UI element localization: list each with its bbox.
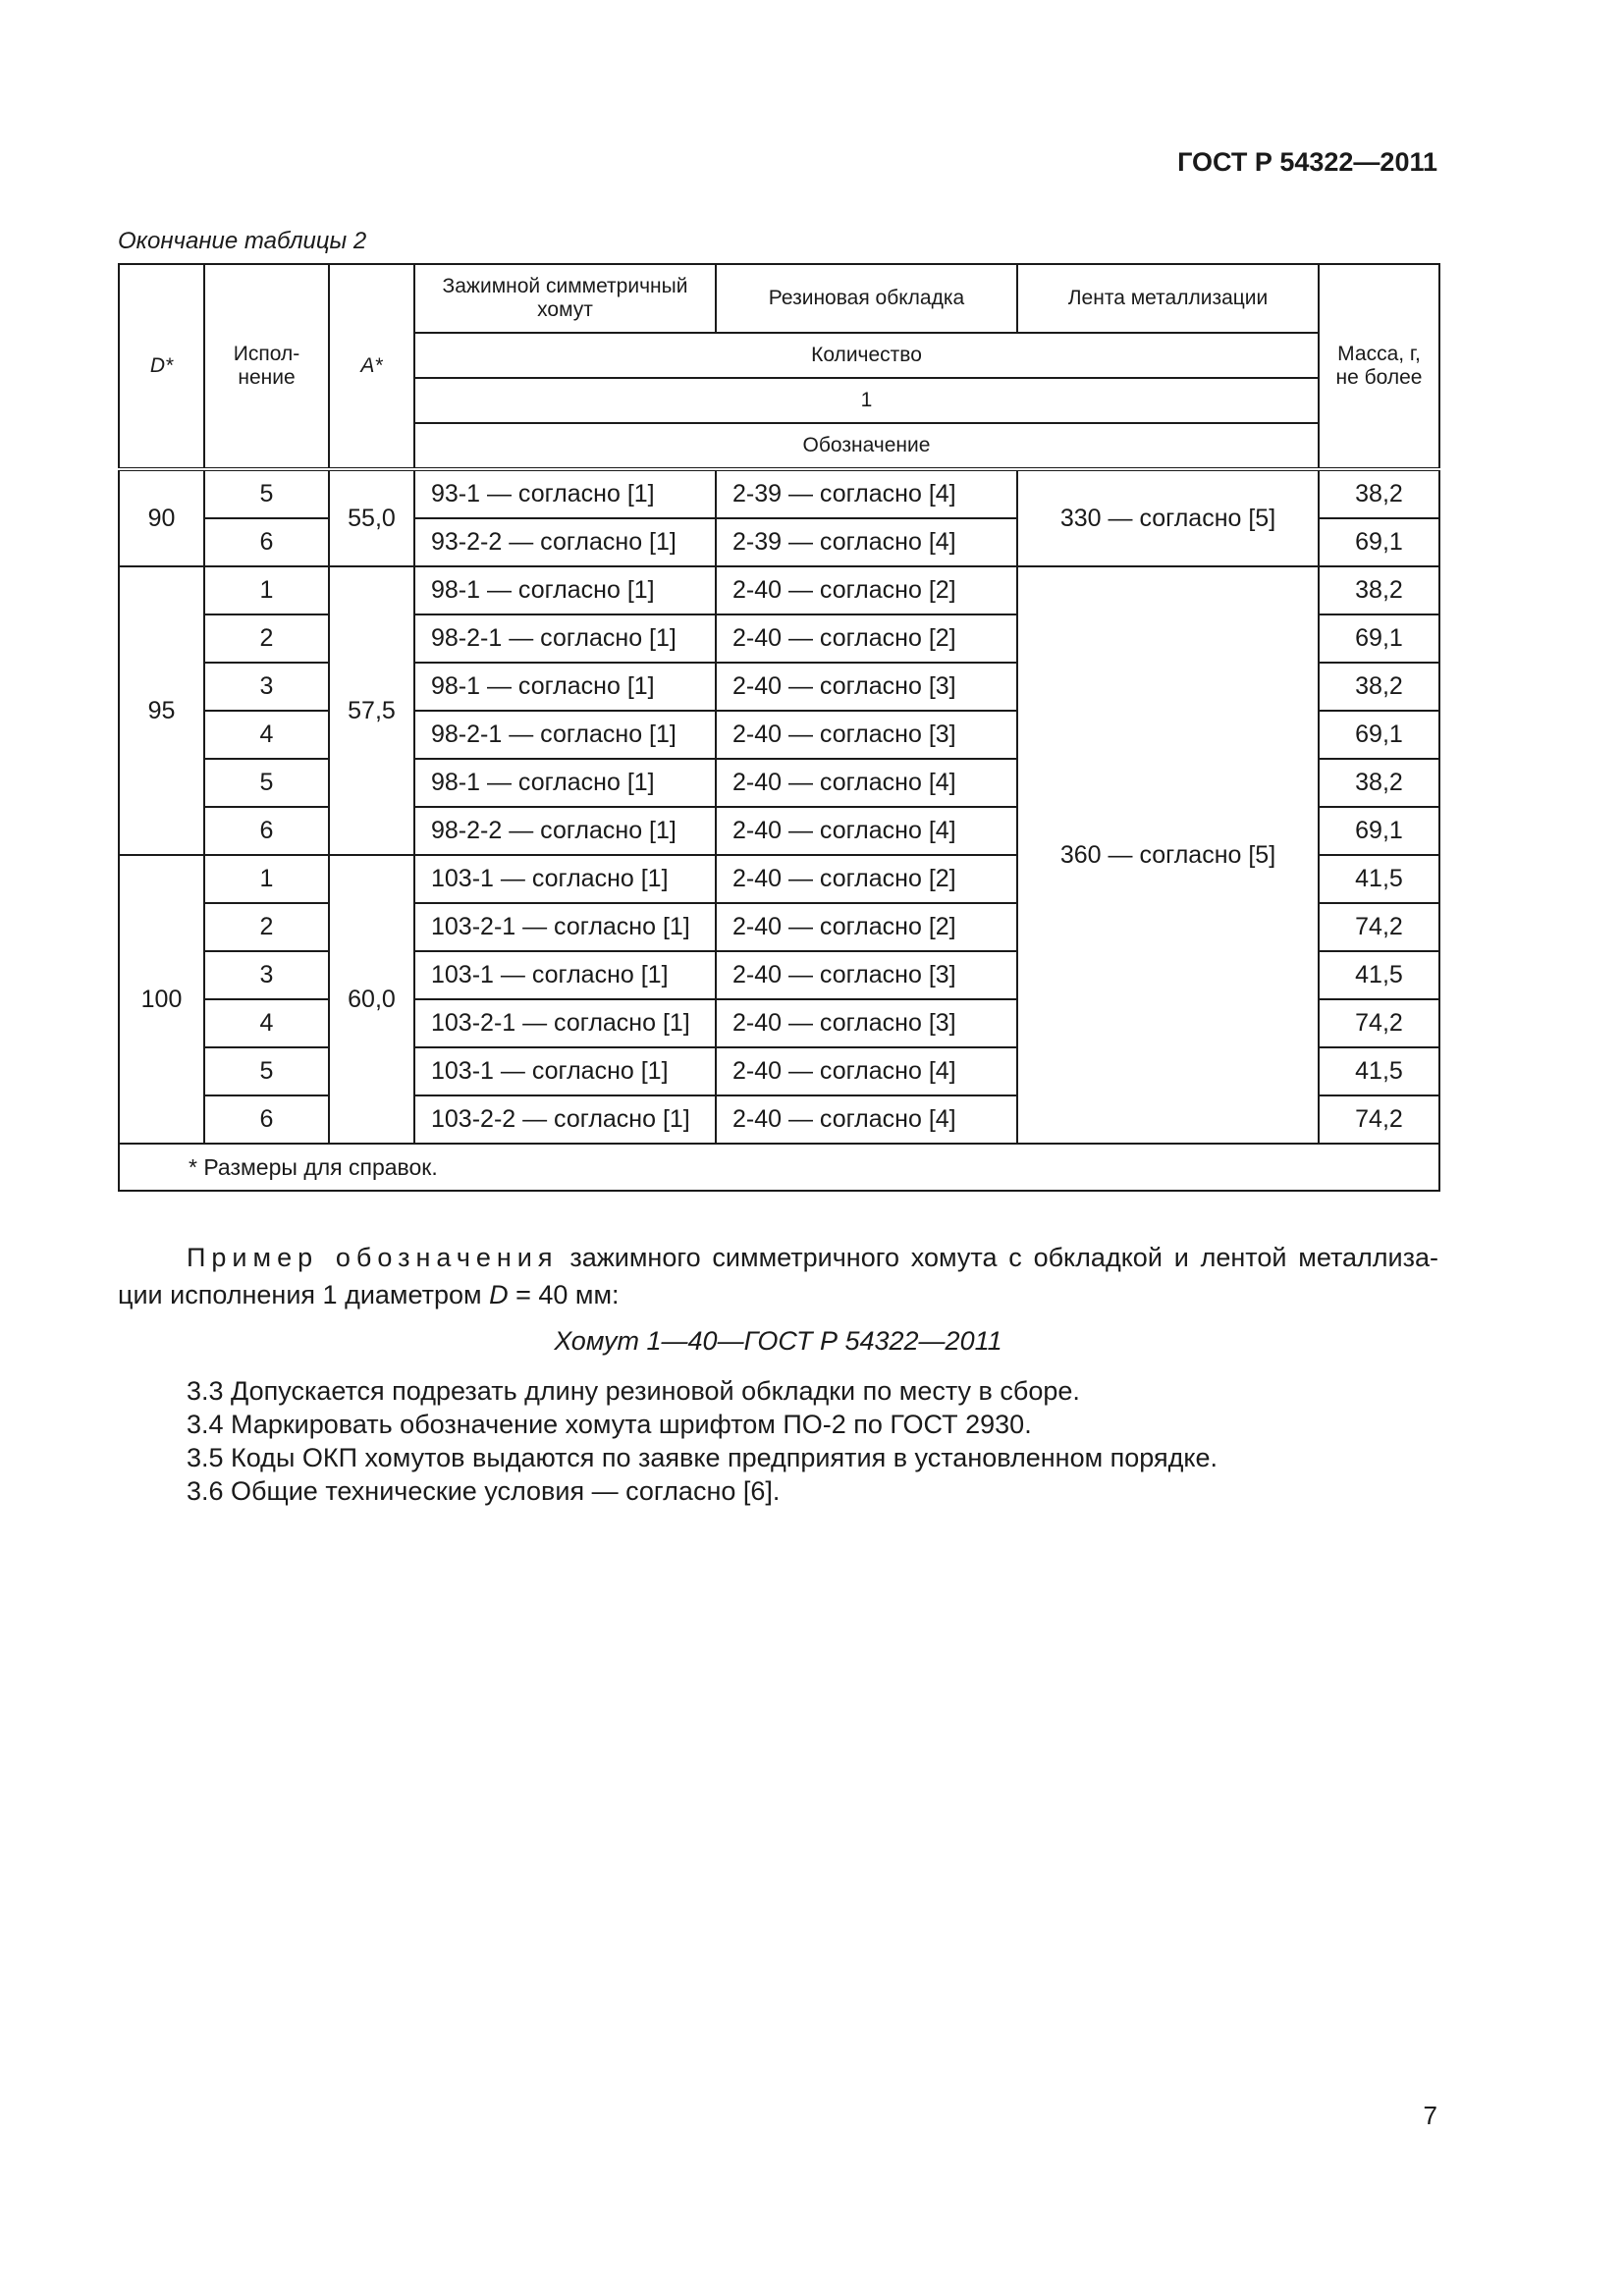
cell-mass: 38,2	[1319, 566, 1439, 614]
cell-lining: 2-40 — согласно [3]	[716, 711, 1017, 759]
cell-mass: 74,2	[1319, 1095, 1439, 1144]
cell-mass: 69,1	[1319, 711, 1439, 759]
cell-clamp: 103-2-1 — согласно [1]	[414, 903, 716, 951]
cell-lining: 2-40 — согласно [3]	[716, 663, 1017, 711]
cell-variant: 5	[204, 1047, 329, 1095]
cell-variant: 6	[204, 1095, 329, 1144]
cell-clamp: 98-1 — согласно [1]	[414, 663, 716, 711]
cell-lining: 2-39 — согласно [4]	[716, 518, 1017, 566]
header-clamp: Зажимной симметричный хомут	[414, 264, 716, 333]
table-row	[119, 469, 1439, 518]
cell-diameter: 100	[119, 855, 204, 1144]
cell-tape: 360 — согласно [5]	[1017, 566, 1319, 1144]
cell-mass: 41,5	[1319, 1047, 1439, 1095]
cell-mass: 69,1	[1319, 518, 1439, 566]
cell-mass: 41,5	[1319, 951, 1439, 999]
cell-clamp: 98-2-2 — согласно [1]	[414, 807, 716, 855]
cell-variant: 6	[204, 518, 329, 566]
header-row	[119, 264, 1439, 333]
cell-variant: 6	[204, 807, 329, 855]
cell-lining: 2-40 — согласно [3]	[716, 951, 1017, 999]
header-tape: Лента металлизации	[1017, 264, 1319, 333]
cell-variant: 1	[204, 855, 329, 903]
header-d: D*	[119, 264, 204, 469]
header-designation: Обозначение	[414, 423, 1319, 469]
cell-tape: 330 — согласно [5]	[1017, 469, 1319, 566]
cell-variant: 3	[204, 663, 329, 711]
cell-lining: 2-40 — согласно [2]	[716, 566, 1017, 614]
cell-clamp: 93-2-2 — согласно [1]	[414, 518, 716, 566]
cell-variant: 4	[204, 999, 329, 1047]
table-row	[119, 566, 1439, 614]
example-designation: Хомут 1—40—ГОСТ Р 54322—2011	[554, 1326, 1002, 1356]
clause-item: 3.5 Коды ОКП хомутов выдаются по заявке предприятия в установленном порядке.	[187, 1443, 1218, 1472]
example-paragraph	[118, 1239, 1438, 1313]
header-lining: Резиновая обкладка	[716, 264, 1017, 333]
clause-item: 3.3 Допускается подрезать длину резиновой обкладки по месту в сборе.	[187, 1376, 1080, 1406]
footnote-row	[119, 1144, 1439, 1191]
cell-lining: 2-40 — согласно [4]	[716, 759, 1017, 807]
cell-a: 60,0	[329, 855, 414, 1144]
cell-variant: 5	[204, 759, 329, 807]
cell-lining: 2-40 — согласно [3]	[716, 999, 1017, 1047]
clauses-list	[118, 1374, 1438, 1508]
header-a: A*	[329, 264, 414, 469]
cell-variant: 5	[204, 469, 329, 518]
table-footnote: * Размеры для справок.	[119, 1144, 1439, 1191]
cell-mass: 41,5	[1319, 855, 1439, 903]
clause-item: 3.6 Общие технические условия — согласно [6].	[187, 1476, 781, 1506]
document-code: ГОСТ Р 54322—2011	[1177, 147, 1437, 177]
cell-mass: 74,2	[1319, 903, 1439, 951]
spec-table	[118, 263, 1440, 1192]
cell-mass: 69,1	[1319, 614, 1439, 663]
cell-diameter: 95	[119, 566, 204, 855]
cell-variant: 1	[204, 566, 329, 614]
cell-variant: 3	[204, 951, 329, 999]
cell-lining: 2-40 — согласно [2]	[716, 614, 1017, 663]
cell-clamp: 98-2-1 — согласно [1]	[414, 614, 716, 663]
cell-variant: 4	[204, 711, 329, 759]
table-caption: Окончание таблицы 2	[118, 228, 367, 254]
cell-clamp: 98-1 — согласно [1]	[414, 759, 716, 807]
cell-lining: 2-40 — согласно [4]	[716, 807, 1017, 855]
cell-clamp: 103-1 — согласно [1]	[414, 1047, 716, 1095]
example-variable: D	[489, 1280, 509, 1309]
cell-clamp: 98-2-1 — согласно [1]	[414, 711, 716, 759]
cell-diameter: 90	[119, 469, 204, 566]
cell-clamp: 98-1 — согласно [1]	[414, 566, 716, 614]
example-text-2: = 40 мм:	[508, 1280, 620, 1309]
cell-clamp: 103-1 — согласно [1]	[414, 951, 716, 999]
cell-clamp: 93-1 — согласно [1]	[414, 469, 716, 518]
page-number: 7	[1423, 2101, 1437, 2130]
cell-lining: 2-39 — согласно [4]	[716, 469, 1017, 518]
cell-variant: 2	[204, 614, 329, 663]
example-text-1: зажимного симметричного хомута с обкладкой и лентой металлиза-ции исполнения 1 диаметром	[118, 1243, 1438, 1309]
cell-lining: 2-40 — согласно [2]	[716, 903, 1017, 951]
cell-mass: 38,2	[1319, 663, 1439, 711]
example-label: Пример обозначения	[187, 1243, 559, 1272]
cell-lining: 2-40 — согласно [4]	[716, 1047, 1017, 1095]
cell-mass: 74,2	[1319, 999, 1439, 1047]
header-quantity-value: 1	[414, 378, 1319, 423]
cell-a: 55,0	[329, 469, 414, 566]
cell-a: 57,5	[329, 566, 414, 855]
cell-lining: 2-40 — согласно [2]	[716, 855, 1017, 903]
header-quantity: Количество	[414, 333, 1319, 378]
header-variant: Испол- нение	[204, 264, 329, 469]
cell-mass: 38,2	[1319, 759, 1439, 807]
cell-lining: 2-40 — согласно [4]	[716, 1095, 1017, 1144]
cell-variant: 2	[204, 903, 329, 951]
cell-clamp: 103-2-1 — согласно [1]	[414, 999, 716, 1047]
cell-mass: 69,1	[1319, 807, 1439, 855]
cell-clamp: 103-1 — согласно [1]	[414, 855, 716, 903]
clause-item: 3.4 Маркировать обозначение хомута шрифтом ПО-2 по ГОСТ 2930.	[187, 1410, 1032, 1439]
cell-mass: 38,2	[1319, 469, 1439, 518]
cell-clamp: 103-2-2 — согласно [1]	[414, 1095, 716, 1144]
header-mass: Масса, г, не более	[1319, 264, 1439, 469]
